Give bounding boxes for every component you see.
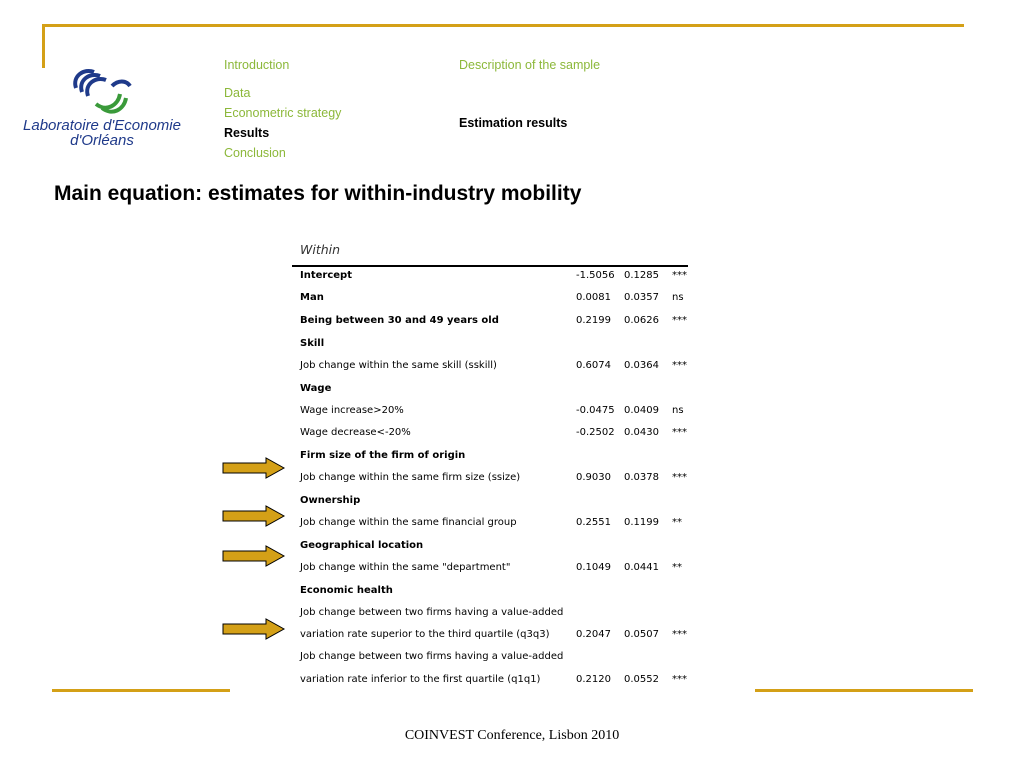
table-row-label: Being between 30 and 49 years old [300, 315, 499, 326]
table-cell-sig: ns [672, 405, 684, 416]
slide-title: Main equation: estimates for within-industry mobility [54, 182, 582, 205]
table-cell-se: 0.0507 [624, 629, 659, 640]
table-row-label: Wage decrease<-20% [300, 427, 411, 438]
results-table [292, 238, 692, 690]
table-cell-coef: 0.2120 [576, 674, 611, 685]
table-cell-se: 0.0364 [624, 360, 659, 371]
table-cell-coef: -0.0475 [576, 405, 615, 416]
table-row-label: Skill [300, 338, 325, 349]
table-cell-coef: 0.9030 [576, 472, 611, 483]
table-header-rule [292, 265, 688, 267]
table-title: Within [300, 242, 341, 257]
nav-conclusion[interactable]: Conclusion [224, 146, 286, 160]
table-row-label: Geographical location [300, 540, 424, 551]
table-cell-coef: -1.5056 [576, 270, 615, 281]
table-cell-sig: ns [672, 292, 684, 303]
table-cell-coef: 0.2047 [576, 629, 611, 640]
table-cell-coef: 0.6074 [576, 360, 611, 371]
table-row-label: Job change within the same "department" [300, 562, 511, 573]
table-row-label: Job change between two firms having a value-added [300, 607, 564, 618]
table-cell-coef: -0.2502 [576, 427, 615, 438]
frame-bottom-left-line [52, 689, 230, 692]
table-cell-sig: *** [672, 674, 687, 685]
frame-bottom-right-line [755, 689, 973, 692]
table-cell-coef: 0.2551 [576, 517, 611, 528]
table-cell-se: 0.0430 [624, 427, 659, 438]
frame-top-line [42, 24, 964, 27]
logo-line-2: d'Orléans [70, 132, 134, 149]
table-row-label: Economic health [300, 585, 393, 596]
arrow-icon [222, 505, 286, 527]
table-row-label: Wage [300, 383, 332, 394]
table-cell-se: 0.0357 [624, 292, 659, 303]
table-cell-se: 0.0378 [624, 472, 659, 483]
table-cell-se: 0.0552 [624, 674, 659, 685]
nav-econometric-strategy[interactable]: Econometric strategy [224, 106, 342, 120]
table-cell-coef: 0.0081 [576, 292, 611, 303]
table-row-label: Man [300, 292, 324, 303]
table-cell-sig: *** [672, 270, 687, 281]
table-cell-se: 0.0626 [624, 315, 659, 326]
nav-results[interactable]: Results [224, 126, 270, 140]
table-cell-se: 0.0409 [624, 405, 659, 416]
lab-logo-icon [14, 66, 190, 120]
table-cell-sig: *** [672, 472, 687, 483]
table-row-label: Job change within the same financial group [300, 517, 517, 528]
table-row-label: Firm size of the firm of origin [300, 450, 466, 461]
table-cell-sig: ** [672, 562, 682, 573]
table-cell-sig: ** [672, 517, 682, 528]
table-cell-se: 0.0441 [624, 562, 659, 573]
nav-introduction[interactable]: Introduction [224, 58, 290, 72]
nav-description[interactable]: Description of the sample [459, 58, 601, 72]
table-cell-se: 0.1285 [624, 270, 659, 281]
table-cell-sig: *** [672, 427, 687, 438]
table-row-label: Intercept [300, 270, 352, 281]
nav-data[interactable]: Data [224, 86, 251, 100]
table-row-label: Wage increase>20% [300, 405, 404, 416]
table-cell-coef: 0.1049 [576, 562, 611, 573]
table-cell-se: 0.1199 [624, 517, 659, 528]
frame-left-line [42, 24, 45, 68]
logo-line-1: Laboratoire d'Economie [23, 117, 181, 134]
table-row-label: variation rate inferior to the first quartile (q1q1) [300, 674, 541, 685]
table-row-label: Job change within the same skill (sskill) [300, 360, 497, 371]
table-cell-sig: *** [672, 360, 687, 371]
table-row-label: Ownership [300, 495, 361, 506]
nav-estimation-results[interactable]: Estimation results [459, 116, 568, 130]
table-row-label: Job change between two firms having a value-added [300, 651, 564, 662]
table-cell-sig: *** [672, 629, 687, 640]
arrow-icon [222, 618, 286, 640]
footer-conference: COINVEST Conference, Lisbon 2010 [404, 728, 620, 743]
arrow-icon [222, 545, 286, 567]
table-row-label: variation rate superior to the third quartile (q3q3) [300, 629, 550, 640]
arrow-icon [222, 457, 286, 479]
table-cell-sig: *** [672, 315, 687, 326]
table-cell-coef: 0.2199 [576, 315, 611, 326]
lab-logo [14, 66, 190, 156]
table-row-label: Job change within the same firm size (ssize) [300, 472, 521, 483]
